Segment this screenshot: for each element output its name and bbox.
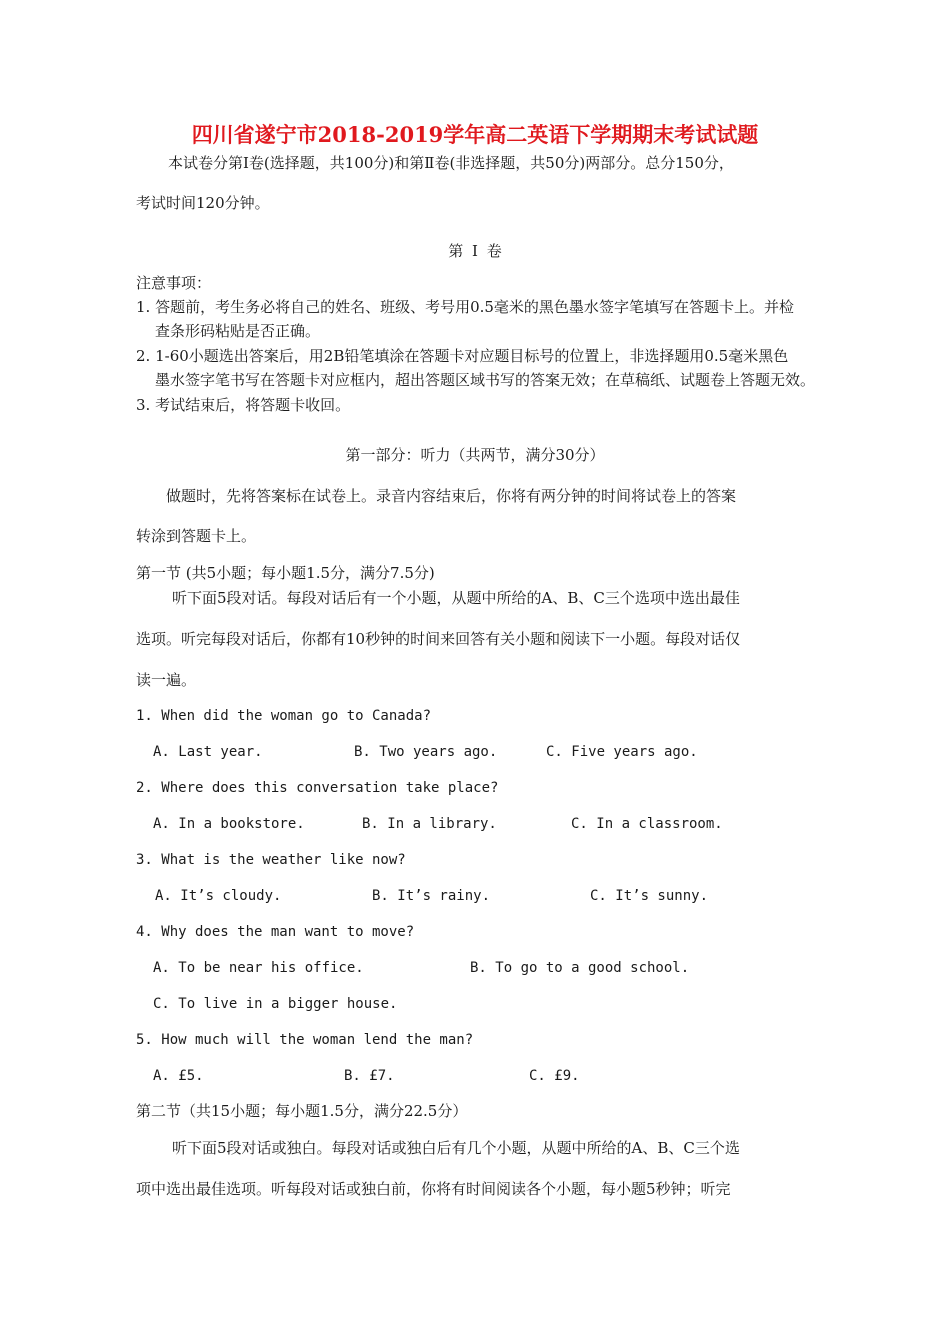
option-b: B. In a library. — [362, 816, 497, 832]
section2-instr-line-1: 听下面5段对话或独白。每段对话或独白后有几个小题，从题中所给的A、B、C三个选 — [172, 1139, 740, 1157]
notice-item: 1. 答题前，考生务必将自己的姓名、班级、考号用0.5毫米的黑色墨水签字笔填写在答题卡上。并检 — [136, 298, 794, 316]
question-1: 1. When did the woman go to Canada? — [136, 708, 432, 724]
notice-item: 查条形码粘贴是否正确。 — [155, 322, 321, 340]
question-3: 3. What is the weather like now? — [136, 852, 406, 868]
section2-instr-line-2: 项中选出最佳选项。听每段对话或独白前，你将有时间阅读各个小题，每小题5秒钟；听完 — [136, 1180, 731, 1198]
part1-heading: 第一部分：听力（共两节，满分30分） — [345, 446, 605, 464]
option-c: C. To live in a bigger house. — [153, 996, 398, 1012]
exam-title: 四川省遂宁市2018-2019学年高二英语下学期期末考试试题 — [191, 122, 759, 147]
intro-line-1: 本试卷分第Ⅰ卷(选择题，共100分)和第Ⅱ卷(非选择题，共50分)两部分。总分150分， — [168, 154, 734, 172]
option-c: C. It’s sunny. — [590, 888, 709, 904]
option-c: C. In a classroom. — [571, 816, 723, 832]
option-a: A. £5. — [153, 1068, 204, 1084]
option-a: A. To be near his office. — [153, 960, 364, 976]
section1-instr-line-3: 读一遍。 — [136, 671, 197, 689]
option-b: B. It’s rainy. — [372, 888, 491, 904]
notice-heading: 注意事项： — [136, 274, 212, 292]
option-c: C. £9. — [529, 1068, 580, 1084]
section2-heading: 第二节（共15小题；每小题1.5分，满分22.5分） — [136, 1102, 468, 1120]
option-a: A. It’s cloudy. — [155, 888, 282, 904]
option-b: B. £7. — [344, 1068, 395, 1084]
question-2: 2. Where does this conversation take place? — [136, 780, 499, 796]
section1-instr-line-1: 听下面5段对话。每段对话后有一个小题，从题中所给的A、B、C三个选项中选出最佳 — [172, 589, 740, 607]
part1-instr-line-1: 做题时，先将答案标在试卷上。录音内容结束后，你将有两分钟的时间将试卷上的答案 — [166, 487, 737, 505]
volume-heading: 第 Ⅰ 卷 — [448, 242, 502, 260]
option-b: B. To go to a good school. — [470, 960, 690, 976]
notice-item: 3. 考试结束后，将答题卡收回。 — [136, 396, 351, 414]
question-5: 5. How much will the woman lend the man? — [136, 1032, 474, 1048]
section1-instr-line-2: 选项。听完每段对话后，你都有10秒钟的时间来回答有关小题和阅读下一小题。每段对话仅 — [136, 630, 741, 648]
option-a: A. In a bookstore. — [153, 816, 305, 832]
question-4: 4. Why does the man want to move? — [136, 924, 415, 940]
part1-instr-line-2: 转涂到答题卡上。 — [136, 527, 257, 545]
intro-line-2: 考试时间120分钟。 — [136, 194, 270, 212]
option-b: B. Two years ago. — [354, 744, 498, 760]
option-c: C. Five years ago. — [546, 744, 698, 760]
section1-heading: 第一节 (共5小题；每小题1.5分，满分7.5分) — [136, 564, 435, 582]
notice-item: 2. 1-60小题选出答案后，用2B铅笔填涂在答题卡对应题目标号的位置上，非选择题用0.5毫米黑色 — [136, 347, 789, 365]
notice-item: 墨水签字笔书写在答题卡对应框内，超出答题区域书写的答案无效；在草稿纸、试题卷上答题无效。 — [155, 371, 816, 389]
option-a: A. Last year. — [153, 744, 263, 760]
